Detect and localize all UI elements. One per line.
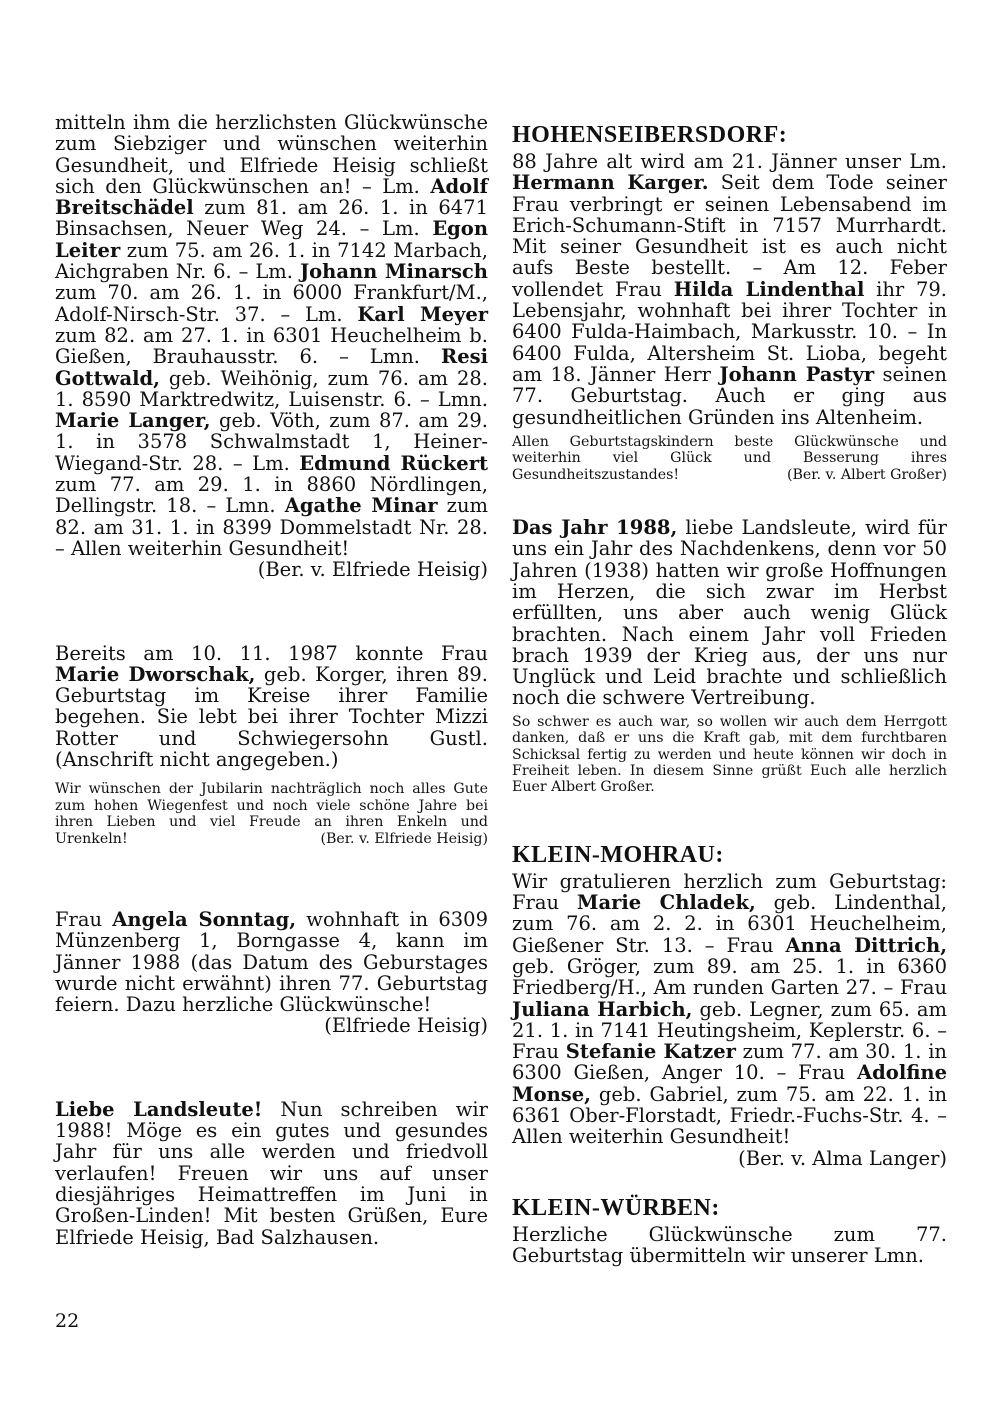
person-name: Adolf Breitschädel [55,174,488,220]
person-name: Anna Dittrich, [785,933,948,957]
wishes-paragraph: Allen Geburtstagskindern beste Glückwünsche und weiterhin viel Glück und Besserung ihres Gesundheitszustandes! (Ber. v. Albert Großer) [512,433,947,483]
person-name: Stefanie Katzer [565,1040,736,1064]
hohenseibersdorf-paragraph: 88 Jahre alt wird am 21. Jänner unser Lm. Hermann Karger. Seit dem Tode seiner Frau verbringt er seinen Lebensabend im Erich-Schumann-Stift in 7157 Murrhardt. Mit seiner Gesundheit ist es auch nicht aufs Beste bestellt. – Am 12. Feber vollendet Frau Hilda Lindenthal ihr 79. Lebensjahr, wohnhaft bei ihrer Tochter in 6400 Fulda-Haimbach, Markusstr. 10. – In 6400 Fulda, Altersheim St. Lioba, begeht am 18. Jänner Herr Johann Pastyr seinen 77. Geburtstag. Auch er ging aus gesundheitlichen Gründen ins Altenheim. [512,150,948,429]
section-heading-klein-wuerben: KLEIN-WÜRBEN: [512,1194,720,1221]
person-name: Marie Langer, [55,409,211,433]
person-name: Angela Sonntag, [112,907,297,931]
birthday-list-paragraph: mitteln ihm die herzlichsten Glückwünsche zum Siebziger und wünschen weiterhin Gesundheit, und Elfriede Heisig schließt sich den Glückwünschen an! – Lm. Adolf Breitschädel zum 81. am 26. 1. in 6471 Binsachsen, Neuer Weg 24. – Lm. Egon Leiter zum 75. am 26. 1. in 7142 Marbach, Aichgraben Nr. 6. – Lm. Johann Minarsch zum 70. am 26. 1. in 6000 Frankfurt/M., Adolf-Nirsch-Str. 37. – Lm. Karl Meyer zum 82. am 27. 1. in 6301 Heuchelheim b. Gießen, Brauhausstr. 6. – Lmn. Resi Gottwald, geb. Weihönig, zum 76. am 28. 1. 8590 Marktredwitz, Luisenstr. 6. – Lmn. Marie Langer, geb. Vöth, zum 87. am 29. 1. in 3578 Schwalmstadt 1, Heiner-Wiegand-Str. 28. – Lm. Edmund Rückert zum 77. am 29. 1. in 8860 Nördlingen, Dellingstr. 18. – Lmn. Agathe Minar zum 82. am 31. 1. in 8399 Dommelstadt Nr. 28. – Allen weiterhin Gesundheit! [55,111,489,560]
person-name: Liebe Landsleute! [55,1097,263,1121]
person-name: Hermann Karger. [512,171,709,195]
dworschak-paragraph: Bereits am 10. 11. 1987 konnte Frau Marie Dworschak, geb. Korger, ihren 89. Geburtstag im Kreise ihrer Familie begehen. Sie lebt bei ihrer Tochter Mizzi Rotter und Schwiegersohn Gustl. (Anschrift nicht angegeben.) [55,641,488,772]
report-signature: (Ber. v. Albert Großer) [786,466,947,483]
herrgott-paragraph: So schwer es auch war, so wollen wir auch dem Herrgott danken, daß er uns die Kraft gab, mit dem furchtbaren Schicksal fertig zu werden und heute können wir doch in Freiheit leben. In diesem Sinne grüßt Euch alle herzlich Euer Albert Großer. [512,713,947,796]
person-name: Karl Meyer [357,302,488,326]
report-signature: (Ber. v. Elfriede Heisig) [257,558,488,582]
person-name: Resi Gottwald, [55,345,488,390]
right-column [512,112,947,1267]
person-name: Adolfine Monse, [512,1061,947,1106]
landsleute-paragraph: Liebe Landsleute! Nun schreiben wir 1988! Möge es ein gutes und gesundes Jahr für uns alle werden und friedvoll verlaufen! Freuen wir uns auf unser diesjähriges Heimattreffen im Juni in Großen-Linden! Mit besten Grüßen, Eure Elfriede Heisig, Bad Salzhausen. [55,1097,488,1249]
person-name: Johann Pastyr [719,362,875,386]
sonntag-paragraph: Frau Angela Sonntag, wohnhaft in 6309 Münzenberg 1, Borngasse 4, kann im Jänner 1988 (das Datum des Geburstages wurde nicht erwähnt) ihren 77. Geburtstag feiern. Dazu herzliche Glückwünsche! [55,907,488,1017]
jahr-1988-paragraph: Das Jahr 1988, liebe Landsleute, wird für uns ein Jahr des Nachdenkens, denn vor 50 Jahren (1938) hatten wir große Hoffnungen im Herzen, die sich zwar im Herbst erfüllten, uns aber auch wenig Glück brachten. Nach einem Jahr voll Frieden brach 1939 der Krieg aus, der uns nur Unglück und Leid brachte und schließlich noch die schwere Vertreibung. [512,516,947,710]
person-name: Marie Dworschak, [55,662,256,686]
report-signature: (Ber. v. Alma Langer) [738,1146,947,1170]
person-name: Agathe Minar [284,494,438,518]
section-heading-hohenseibersdorf: HOHENSEIBERSDORF: [512,122,788,148]
person-name: Egon Leiter [55,217,488,262]
klein-mohrau-paragraph: Wir gratulieren herzlich zum Geburtstag: Frau Marie Chladek, geb. Lindenthal, zum 76. am 2. 2. in 6301 Heuchelheim, Gießener Str. 13. – Frau Anna Dittrich, geb. Gröger, zum 89. am 25. 1. in 6360 Friedberg/H., Am runden Garten 27. – Frau Juliana Harbich, geb. Legner, zum 65. am 21. 1. in 7141 Heutingsheim, Keplerstr. 6. – Frau Stefanie Katzer zum 77. am 30. 1. in 6300 Gießen, Anger 10. – Frau Adolfine Monse, geb. Gabriel, zum 75. am 22. 1. in 6361 Ober-Florstadt, Friedr.-Fuchs-Str. 4. – Allen weiterhin Gesundheit! [512,869,948,1149]
section-heading-klein-mohrau: KLEIN-MOHRAU: [512,841,724,868]
page-number: 22 [55,1310,80,1332]
jubilarin-wish-paragraph: Wir wünschen der Jubilarin nachträglich noch alles Gute zum hohen Wiegenfest und noch viele schöne Jahre bei ihren Lieben und viel Freude an ihren Enkeln und Urenkeln! (Ber. v. Elfriede Heisig) [55,781,488,847]
report-signature: (Ber. v. Elfriede Heisig) [320,830,488,847]
klein-wuerben-paragraph: Herzliche Glückwünsche zum 77. Geburtstag übermitteln wir unserer Lmn. [512,1222,947,1268]
person-name: Johann Minarsch [299,260,488,284]
person-name: Das Jahr 1988, [512,516,678,540]
person-name: Edmund Rückert [299,451,488,475]
report-signature: (Elfriede Heisig) [324,1014,488,1038]
person-name: Marie Chladek, [576,891,756,915]
left-column [55,112,488,1248]
person-name: Hilda Lindenthal [673,277,865,301]
person-name: Juliana Harbich, [512,997,693,1021]
